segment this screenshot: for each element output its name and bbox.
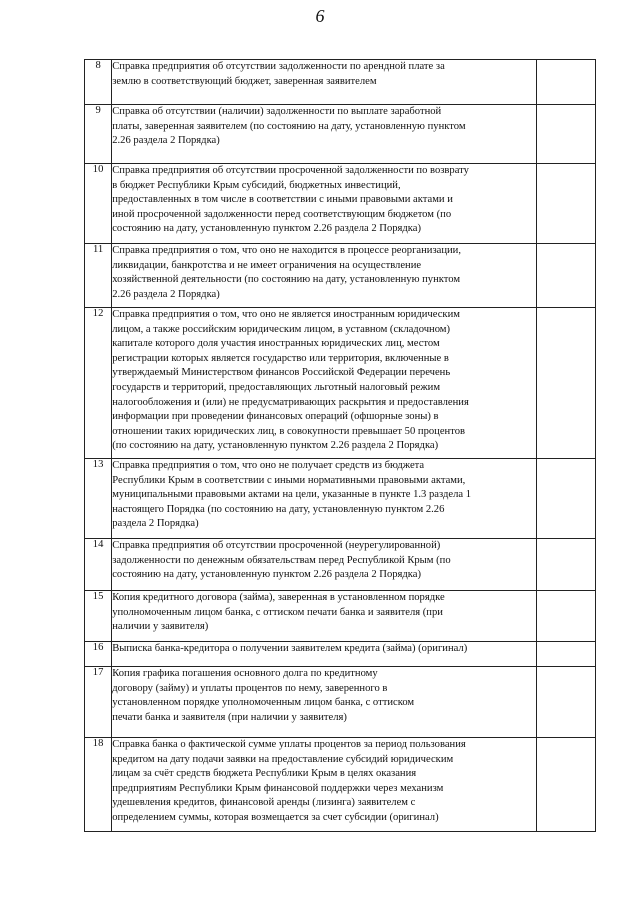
table-row [85, 539, 596, 591]
text-line: в бюджет Республики Крым субсидий, бюджетных инвестиций, [112, 179, 401, 191]
text-line: уполномоченным лицом банка, с оттиском печати банка и заявителя (при [112, 606, 443, 618]
table-row [85, 642, 596, 667]
text-line: Справка предприятия об отсутствии просроченной задолженности по возврату [112, 165, 469, 176]
document-description [112, 308, 536, 459]
document-description [112, 738, 536, 832]
text-line: государств и территорий, предоставляющих льготный налоговый режим [112, 381, 441, 393]
mark-cell [536, 539, 595, 591]
text-line: утверждаемый Министерством финансов Российской Федерации перечень [112, 367, 451, 379]
text-line: капитале которого доля участия иностранных юридических лиц, местом [112, 338, 440, 350]
document-description [112, 667, 536, 738]
mark-cell [536, 459, 595, 539]
row-number: 15 [85, 591, 112, 642]
row-number: 8 [85, 60, 112, 105]
text-line: хозяйственной деятельности (по состоянию на дату, установленную пунктом [112, 274, 461, 286]
text-line: Копия графика погашения основного долга по кредитному [112, 668, 378, 679]
document-description [112, 459, 536, 539]
text-line: настоящего Порядка (по состоянию на дату, установленную пунктом 2.26 [112, 503, 445, 515]
text-line: отношении таких юридических лиц, в совокупности превышает 50 процентов [112, 425, 465, 437]
table-row [85, 591, 596, 642]
text-line: Справка предприятия об отсутствии задолженности по арендной плате за [112, 61, 445, 72]
text-line: землю в соответствующий бюджет, заверенная заявителем [112, 75, 377, 87]
text-line: определением суммы, которая возмещается за счет субсидии (оригинал) [112, 811, 439, 823]
text-line: кредитом на дату подачи заявки на предоставление субсидий юридическим [112, 753, 454, 765]
text-line: Копия кредитного договора (займа), заверенная в установленном порядке [112, 592, 445, 603]
mark-cell [536, 642, 595, 667]
document-description [112, 244, 536, 308]
table-row [85, 738, 596, 832]
row-number: 12 [85, 308, 112, 459]
text-line: 2.26 раздела 2 Порядка) [112, 288, 220, 300]
text-line: установленном порядке уполномоченным лицом банка, с оттиском [112, 697, 415, 709]
table-row [85, 459, 596, 539]
text-line: печати банка и заявителя (при наличии у заявителя) [112, 711, 347, 723]
text-line: наличии у заявителя) [112, 621, 209, 633]
row-number: 18 [85, 738, 112, 832]
text-line: Справка банка о фактической сумме уплаты процентов за период пользования [112, 739, 466, 750]
row-number: 16 [85, 642, 112, 667]
text-line: Справка предприятия об отсутствии просроченной (неурегулированной) [112, 540, 441, 551]
text-line: удешевления кредитов, финансовой аренды (лизинга) заявителем с [112, 797, 416, 809]
document-description [112, 539, 536, 591]
mark-cell [536, 244, 595, 308]
row-number: 14 [85, 539, 112, 591]
row-number: 13 [85, 459, 112, 539]
mark-cell [536, 60, 595, 105]
text-line: иной просроченной задолженности перед соответствующим бюджетом (по [112, 208, 452, 220]
document-description [112, 164, 536, 244]
row-number: 10 [85, 164, 112, 244]
table-row [85, 60, 596, 105]
text-line: состоянию на дату, установленную пунктом 2.26 раздела 2 Порядка) [112, 569, 422, 581]
mark-cell [536, 667, 595, 738]
row-number: 17 [85, 667, 112, 738]
document-description [112, 642, 536, 667]
text-line: раздела 2 Порядка) [112, 518, 199, 530]
documents-table [84, 59, 596, 832]
table-row [85, 308, 596, 459]
mark-cell [536, 308, 595, 459]
mark-cell [536, 105, 595, 164]
table-row [85, 667, 596, 738]
text-line: лицам за счёт средств бюджета Республики Крым в целях оказания [112, 768, 417, 780]
text-line: предприятиям Республики Крым финансовой поддержки через механизм [112, 782, 444, 794]
text-line: Выписка банка-кредитора о получении заявителем кредита (займа) (оригинал) [112, 643, 468, 654]
document-description [112, 60, 536, 105]
table-row [85, 164, 596, 244]
table-row [85, 105, 596, 164]
text-line: ликвидации, банкротства и не имеет ограничения на осуществление [112, 259, 422, 271]
text-line: Справка предприятия о том, что оно не является иностранным юридическим [112, 309, 460, 320]
text-line: состоянию на дату, установленную пунктом 2.26 раздела 2 Порядка) [112, 223, 422, 235]
text-line: Справка предприятия о том, что оно не находится в процессе реорганизации, [112, 245, 461, 256]
row-number: 9 [85, 105, 112, 164]
page-number: 6 [315, 6, 325, 26]
text-line: лицом, а также российским юридическим лицом, в уставном (складочном) [112, 323, 451, 335]
text-line: договору (займу) и уплаты процентов по нему, заверенного в [112, 682, 388, 694]
text-line: 2.26 раздела 2 Порядка) [112, 135, 220, 147]
text-line: (по состоянию на дату, установленную пунктом 2.26 раздела 2 Порядка) [112, 440, 439, 452]
text-line: информации при проведении финансовых операций (офшорные зоны) в [112, 411, 439, 423]
text-line: регистрации которых является государство или территория, включенные в [112, 352, 449, 364]
text-line: предоставленных в том числе в соответствии с иными правовыми актами и [112, 194, 453, 206]
text-line: задолженности по денежным обязательствам перед Республикой Крым (по [112, 554, 451, 566]
text-line: Республики Крым в соответствии с иными нормативными правовыми актами, [112, 474, 466, 486]
text-line: муниципальными правовыми актами на цели, указанные в пункте 1.3 раздела 1 [112, 489, 472, 501]
document-description [112, 105, 536, 164]
mark-cell [536, 164, 595, 244]
text-line: Справка предприятия о том, что оно не получает средств из бюджета [112, 460, 425, 471]
table-row [85, 244, 596, 308]
mark-cell [536, 591, 595, 642]
document-description [112, 591, 536, 642]
text-line: налогообложения и (или) не предусматривающих раскрытия и предоставления [112, 396, 469, 408]
text-line: платы, заверенная заявителем (по состоянию на дату, установленную пунктом [112, 120, 466, 132]
mark-cell [536, 738, 595, 832]
text-line: Справка об отсутствии (наличии) задолженности по выплате заработной [112, 106, 442, 117]
row-number: 11 [85, 244, 112, 308]
